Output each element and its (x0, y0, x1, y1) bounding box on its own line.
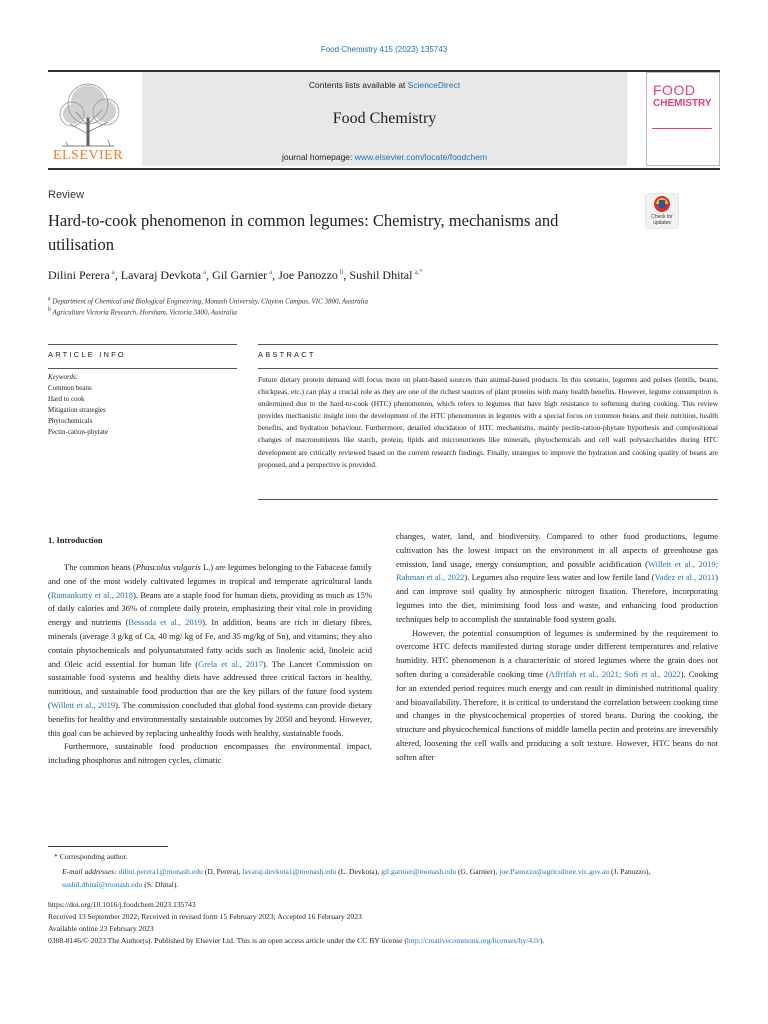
paragraph-text: The common beans ( (64, 562, 136, 572)
email-owner: (L. Devkota), (336, 867, 382, 876)
citation-link[interactable]: Bessada et al., 2019 (128, 617, 203, 628)
check-for-updates-label: Check for updates (651, 214, 673, 226)
abstract-rule (258, 368, 718, 369)
paragraph-text: However, the potential consumption of legumes is undermined by the requirement to overcome HTC defects manifested during storage under different temperatures and relative humidity. HTC phenomenon is a characteristic of stored legumes where the grain does not soften during a considerable cooking time ( (396, 627, 718, 679)
species-name: Phascolus vulgaris (135, 562, 201, 572)
cover-decoration (652, 128, 712, 158)
license-statement: 0308-8146/© 2023 The Author(s). Published by Elsevier Ltd. This is an open access article under the CC BY license (http://creativecommons.org/licenses/by/4.0/). (48, 936, 545, 945)
citation-link[interactable]: Willett et al., 2019; Rahman et al., 2022 (396, 558, 718, 583)
keyword-item: Pectin-cation-phytate (48, 428, 108, 436)
intro-paragraph-1 (48, 561, 372, 740)
cover-food-text: FOOD (653, 82, 696, 98)
affiliation-b: $^b$ Agriculture Victoria Research, Horsham, Victoria 3400, Australia (48, 307, 237, 317)
paragraph-text: ). In addition, beans are rich in dietary fibres, minerals (average 3 g/kg of Ca, 40 mg/ kg of Fe, and 35 mg/kg of Sn), and vitamins; they also contain phytochemicals and polyunsaturated fatty acids such as linolenic acid, linoleic acid and Oleic acid essential for human life ( (48, 617, 372, 669)
keywords-rule (48, 368, 237, 369)
article-type: Review (48, 189, 85, 201)
email-addresses (62, 865, 718, 891)
author-1[interactable]: Dilini Perera $^a$ (48, 268, 115, 282)
email-owner: (G. Garnier), (456, 867, 500, 876)
journal-title: Food Chemistry (332, 110, 437, 127)
paragraph-text: ). The commission concluded that global food systems can provide dietary benefits for healthy and environmentally sustainable outcomes by 2050 and beyond. However, this goal can be achieved by replacing unhealthy foods with healthy, sustainable foods. (48, 699, 372, 738)
keywords-label: Keywords: (48, 373, 79, 381)
received-dates: Received 13 September 2022; Received in revised form 15 February 2023; Accepted 16 February 2023 (48, 912, 362, 921)
introduction-heading: 1. Introduction (48, 535, 103, 545)
abstract-heading: ABSTRACT (258, 350, 316, 359)
available-online-date: Available online 23 February 2023 (48, 924, 154, 933)
doi-link[interactable]: https://doi.org/10.1016/j.foodchem.2023.135743 (48, 900, 196, 909)
article-info-heading: ARTICLE INFO (48, 350, 126, 359)
paragraph-text: ). Beans are a staple food for human diets, providing as much as 15% of daily calories and 36% of complete daily protein, emphasizing their vital role in providing energy and nutrients ( (48, 589, 372, 628)
contents-line (142, 80, 627, 90)
keyword-item: Common beans (48, 384, 92, 392)
email-owner: (J. Panozzo), (609, 867, 651, 876)
email-owner: (D. Perera), (202, 867, 243, 876)
abstract-text: Future dietary protein demand will focus more on plant-based sources than animal-based products. In this scenario, legumes and pulses (lentils, beans, chickpeas, etc.) can play a crucial role as they are one of the richest sources of plant proteins with many health benefits. However, legume consumption is undermined due to the hard-to-cook (HTC) phenomenon, which refers to legumes that have high resistance to softening during cooking. This review provides mechanistic insight into the development of the HTC phenomenon in legumes with a special focus on common beans and their nutrition, health benefits, and hydration behaviour. Furthermore, detailed elucidation of HTC mechanisms, mainly pectin-cation-phytate hypothesis and compositional changes of macronutrients like starch, protein, lipids and micronutrients like minerals, phytochemicals and cell wall polysaccharides during HTC development are critically reviewed based on the current research findings. Finally, strategies to improve the hydration and cooking quality of beans are proposed, and a perspective is provided. (258, 375, 718, 469)
affiliation-a: $^a$ Department of Chemical and Biological Engineering, Monash University, Clayton Campus, VIC 3800, Australia (48, 296, 368, 306)
email-label: E-mail addresses: (62, 867, 117, 876)
sciencedirect-link[interactable]: ScienceDirect (407, 80, 461, 90)
citation-link[interactable]: Grela et al., 2017 (198, 658, 263, 669)
citation-link[interactable]: Willett et al., 2019 (50, 699, 116, 710)
author-5[interactable]: Sushil Dhital $^{a,*}$ (349, 268, 423, 282)
abstract-bottom-rule (258, 499, 718, 500)
email-link[interactable]: joe.Panozzo@agriculture.vic.gov.au (499, 867, 610, 876)
citation-link[interactable]: Ramankutty et al., 2018 (50, 589, 134, 600)
keyword-item: Phytochemicals (48, 417, 93, 425)
citation-link[interactable]: Affrifah et al., 2021; Sofi et al., 2022 (548, 668, 681, 679)
journal-citation[interactable]: Food Chemistry 415 (2023) 135743 (320, 45, 448, 54)
author-list: Dilini Perera $^a$, Lavaraj Devkota $^a$, Gil Garnier $^a$, Joe Panozzo $^b$, Sushil Dhital $^{a,*}$ (48, 268, 423, 282)
email-owner: (S. Dhital). (142, 880, 179, 889)
publisher-name: ELSEVIER (52, 148, 124, 163)
keyword-item: Hard to cook (48, 395, 85, 403)
corresponding-author-note: * Corresponding author. (54, 852, 128, 861)
masthead-bottom-rule (48, 168, 720, 170)
homepage-line (142, 152, 627, 162)
intro-paragraph-continued (396, 530, 718, 627)
email-list (62, 867, 650, 889)
email-link[interactable]: sushil.dhital@monash.edu (62, 880, 143, 889)
contents-prefix: Contents lists available at (308, 80, 408, 90)
author-4[interactable]: Joe Panozzo $^b$ (278, 268, 344, 282)
abstract-top-rule (258, 344, 718, 345)
intro-left-column (48, 561, 372, 768)
paragraph-text: L.) are legumes belonging to the Fabaceae family and one of the most widely cultivated legumes in tropical and temperate agricultural lands ( (48, 562, 372, 600)
author-2[interactable]: Lavaraj Devkota $^a$ (120, 268, 207, 282)
keyword-item: Mitigation strategies (48, 406, 106, 414)
intro-right-column (396, 530, 718, 765)
email-link[interactable]: lavaraj.devkota1@monash.edu (242, 867, 337, 876)
citation-link[interactable]: Vadez et al., 2011 (654, 572, 716, 583)
paragraph-text: ). Legumes also require less water and low fertile land ( (464, 572, 655, 583)
paragraph-text: ) and can improve soil quality by atmospheric nitrogen fixation. Therefore, incorporating legumes into the diet, minimising food loss and waste, and enhancing food production techniques help to accomplish the sustainable food system goals. (396, 572, 718, 624)
paragraph-text: changes, water, land, and biodiversity. Compared to other food productions, legume cultivation has the lowest impact on the environment in all aspects of greenhouse gas emission, land usage, energy consumption, and possible acidification ( (396, 531, 718, 569)
footnote-rule (48, 846, 168, 847)
paragraph-text: ). The Lancet Commission on sustainable food systems and healthy diets have addressed three critical factors in healthy, nutritious, and sustainable food production that are the key pillars of the future food system ( (48, 658, 372, 710)
email-link[interactable]: dilini.perera1@monash.edu (118, 867, 203, 876)
cover-chemistry-text: CHEMISTRY (653, 98, 712, 109)
email-link[interactable]: gil.garnier@monash.edu (381, 867, 456, 876)
journal-homepage-link[interactable]: www.elsevier.com/locate/foodchem (354, 152, 488, 162)
paper-title: Hard-to-cook phenomenon in common legumes: Chemistry, mechanisms and utilisation (48, 211, 559, 254)
article-info-top-rule (48, 344, 237, 345)
intro-paragraph-3 (396, 627, 718, 765)
author-3[interactable]: Gil Garnier $^a$ (212, 268, 273, 282)
intro-paragraph-2: Furthermore, sustainable food production encompasses the environmental impact, including phosphorus and nitrogen cycles, climatic (48, 741, 372, 766)
paragraph-text: ). Cooking for an extended period requires much energy and can result in diminished nutritional quality and bioavailability. Therefore, it is critical to understand the correlation between cooking time and changes in the physicochemical properties of stored beans. During the cooking, the structure and physicochemical functions of middle lamella pectin and proteins are irreversibly altered, loosening the cell walls and producing a soft texture. However, HTC beans do not soften after (396, 668, 718, 762)
homepage-prefix: journal homepage: (281, 152, 355, 162)
cc-license-link[interactable]: http://creativecommons.org/licenses/by/4.0/ (406, 936, 541, 945)
